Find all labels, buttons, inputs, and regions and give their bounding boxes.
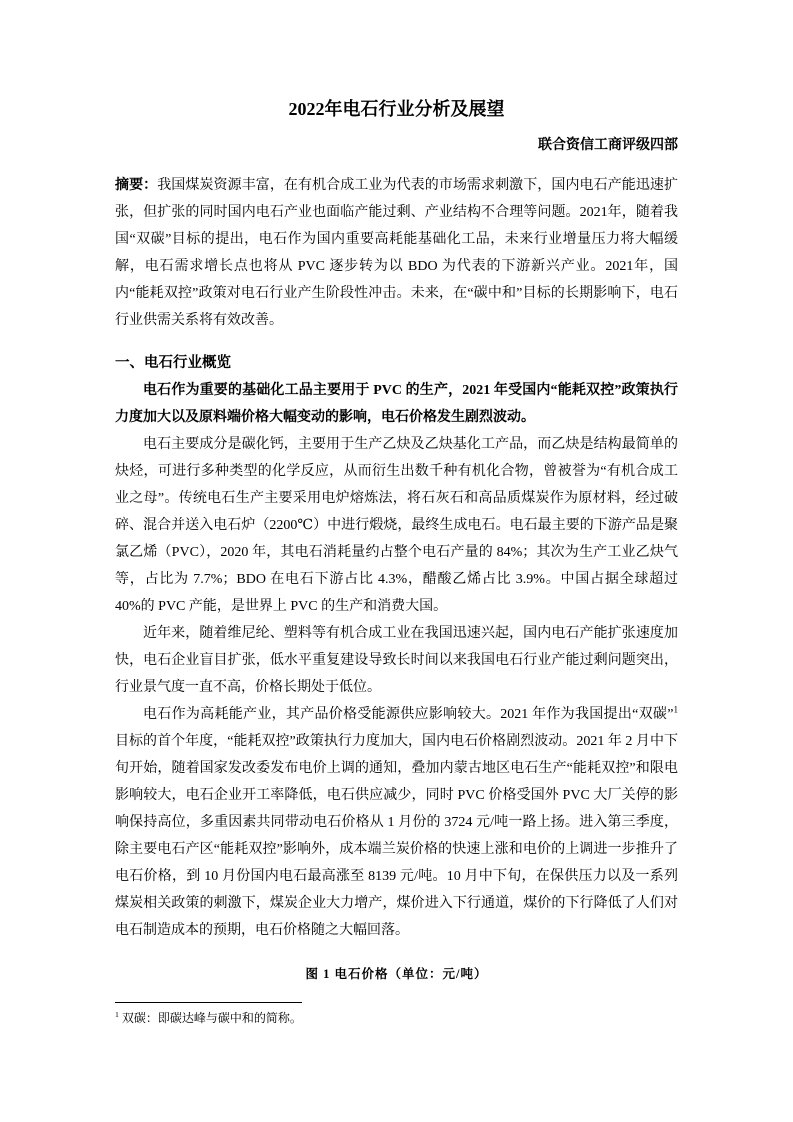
footnote-marker: 1 [115,1010,119,1019]
body-paragraph-1: 电石主要成分是碳化钙，主要用于生产乙炔及乙炔基化工产品，而乙炔是结构最简单的炔烃，可进行多种类型的化学反应，从而衍生出数千种有机化合物，曾被誉为“有机合成工业之母”。传统电石生产主要采用电炉熔炼法，将石灰石和高品质煤炭作为原材料，经过破碎、混合并送入电石炉（2200℃）中进行煅烧，最终生成电石。电石最主要的下游产品是聚氯乙烯（PVC），2020 年，其电石消耗量约占整个电石产量的 84%；其次为生产工业乙炔气等，占比为 7.7%；BDO 在电石下游占比 4.3%，醋酸乙烯占比 3.9%。中国占据全球超过 40%的 PVC 产能，是世界上 PVC 的生产和消费大国。 [115,437,678,614]
footnote-body: 双碳：即碳达峰与碳中和的简称。 [118,1011,302,1025]
body-paragraph-3 [115,701,678,944]
body-paragraph-2: 近年来，随着维尼纶、塑料等有机合成工业在我国迅速兴起，国内电石产能扩张速度加快，电石企业盲目扩张，低水平重复建设导致长时间以来我国电石行业产能过剩问题突出，行业景气度一直不高，价格长期处于低位。 [115,626,678,695]
footnote-area [115,1002,678,1027]
abstract-paragraph [115,172,678,334]
abstract-label: 摘要： [115,178,158,193]
footnote-separator [115,1002,302,1003]
footnote-reference-marker: 1 [673,704,678,715]
page-title: 2022年电石行业分析及展望 [288,99,505,119]
abstract-text: 我国煤炭资源丰富，在有机合成工业为代表的市场需求刺激下，国内电石产能迅速扩张，但扩张的同时国内电石产业也面临产能过剩、产业结构不合理等问题。2021年，随着我国“双碳”目标的提出，电石作为国内重要高耗能基础化工品，未来行业增量压力将大幅缓解，电石需求增长点也将从 PVC 逐步转为以 BDO 为代表的下游新兴产业。2021年，国内“能耗双控”政策对电石行业产生阶段性冲击。未来，在“碳中和”目标的长期影响下，电石行业供需关系将有效改善。 [115,178,679,328]
lead-paragraph: 电石作为重要的基础化工品主要用于 PVC 的生产，2021 年受国内“能耗双控”政策执行力度加大以及原料端价格大幅变动的影响，电石价格发生剧烈波动。 [115,383,678,425]
body-paragraph-3-text-start: 电石作为高耗能产业，其产品价格受能源供应影响较大。2021 年作为我国提出“双碳” [143,707,674,722]
footnote-text [115,1010,678,1027]
author-line: 联合资信工商评级四部 [538,138,678,153]
body-paragraph-3-text-end: 目标的首个年度，“能耗双控”政策执行力度加大，国内电石价格剧烈波动。2021 年 2 月中下旬开始，随着国家发改委发布电价上调的通知，叠加内蒙古地区电石生产“能耗双控”和限电影响较大，电石企业开工率降低，电石供应减少，同时 PVC 价格受国外 PVC 大厂关停的影响保持高位，多重因素共同带动电石价格从 1 月份的 3724 元/吨一路上扬。进入第三季度，除主要电石产区“能耗双控”影响外，成本端兰炭价格的快速上涨和电价的上调进一步推升了电石价格，到 10 月份国内电石最高涨至 8139 元/吨。10 月中下旬，在保供压力以及一系列煤炭相关政策的刺激下，煤炭企业大力增产，煤价进入下行通道，煤价的下行降低了人们对电石制造成本的预期，电石价格随之大幅回落。 [115,734,678,938]
section-heading: 一、电石行业概览 [115,355,231,371]
figure-caption: 图 1 电石价格（单位：元/吨） [305,967,488,981]
